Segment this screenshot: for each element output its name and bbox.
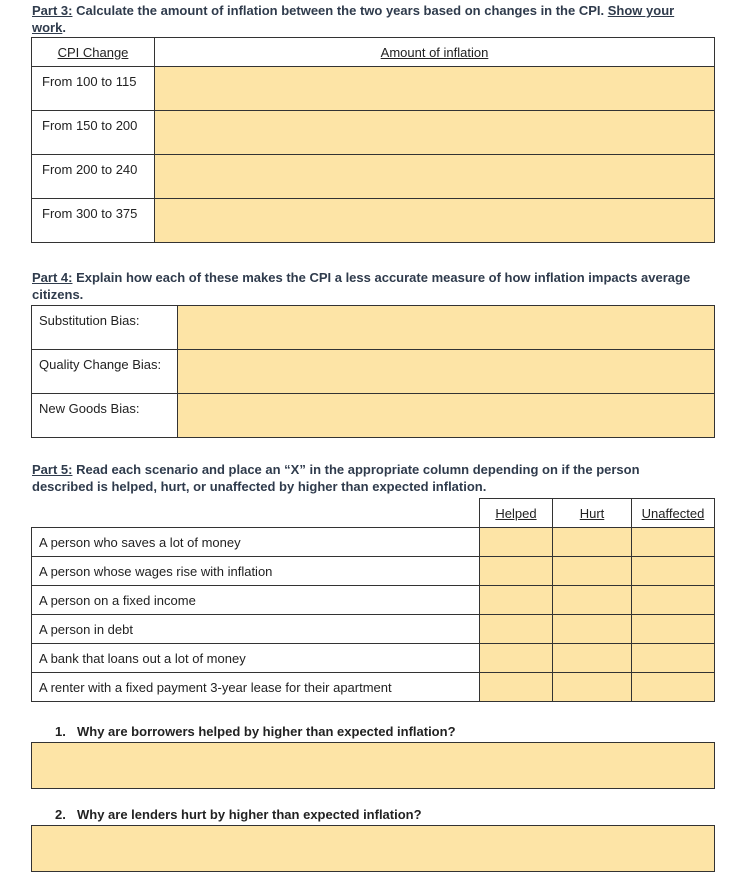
- part5-heading: [32, 461, 722, 495]
- header-unaffected: Unaffected: [632, 499, 715, 528]
- part3-period: .: [62, 20, 66, 35]
- scenario-label: A person on a fixed income: [32, 586, 480, 615]
- scenario-label: A renter with a fixed payment 3-year lease for their apartment: [32, 673, 480, 702]
- question-number: 2.: [55, 807, 66, 822]
- unaffected-cell[interactable]: [632, 528, 715, 557]
- inflation-answer-cell[interactable]: [155, 155, 715, 199]
- unaffected-cell[interactable]: [632, 557, 715, 586]
- part3-text: Calculate the amount of inflation between the two years based on changes in the CPI.: [76, 3, 605, 18]
- helped-cell[interactable]: [480, 528, 553, 557]
- bias-label: New Goods Bias:: [32, 394, 178, 438]
- hurt-cell[interactable]: [553, 673, 632, 702]
- part4-label: Part 4:: [32, 270, 73, 285]
- header-helped: Helped: [480, 499, 553, 528]
- bias-label: Substitution Bias:: [32, 306, 178, 350]
- unaffected-cell[interactable]: [632, 615, 715, 644]
- part4-table: [31, 305, 715, 438]
- hurt-cell[interactable]: [553, 615, 632, 644]
- bias-answer-cell[interactable]: [178, 394, 715, 438]
- part3-work: work: [32, 20, 63, 35]
- inflation-answer-cell[interactable]: [155, 199, 715, 243]
- part3-show-your: Show your: [607, 3, 675, 18]
- part3-label: Part 3:: [32, 3, 73, 18]
- scenario-label: A person whose wages rise with inflation: [32, 557, 480, 586]
- cpi-row-label: From 300 to 375: [32, 199, 155, 243]
- hurt-cell[interactable]: [553, 586, 632, 615]
- helped-cell[interactable]: [480, 644, 553, 673]
- bias-answer-cell[interactable]: [178, 350, 715, 394]
- helped-cell[interactable]: [480, 586, 553, 615]
- bias-answer-cell[interactable]: [178, 306, 715, 350]
- part4-line1: Explain how each of these makes the CPI a less accurate measure of how inflation impacts average: [76, 270, 691, 285]
- cpi-row-label: From 100 to 115: [32, 67, 155, 111]
- part5-table: [31, 498, 715, 702]
- blank-header: [32, 499, 480, 528]
- question-2: [55, 807, 422, 822]
- part4-heading: [32, 269, 722, 303]
- cpi-row-label: From 200 to 240: [32, 155, 155, 199]
- part5-line1: Read each scenario and place an “X” in the appropriate column depending on if the person: [76, 462, 640, 477]
- question-1: [55, 724, 456, 739]
- question-2-answer-box[interactable]: [31, 825, 715, 872]
- question-1-answer-box[interactable]: [31, 742, 715, 789]
- unaffected-cell[interactable]: [632, 586, 715, 615]
- inflation-answer-cell[interactable]: [155, 111, 715, 155]
- part5-label: Part 5:: [32, 462, 73, 477]
- hurt-cell[interactable]: [553, 557, 632, 586]
- header-amount-of-inflation: Amount of inflation: [155, 38, 715, 67]
- bias-label: Quality Change Bias:: [32, 350, 178, 394]
- part5-line2: described is helped, hurt, or unaffected by higher than expected inflation.: [32, 479, 487, 494]
- header-hurt: Hurt: [553, 499, 632, 528]
- part3-table: [31, 37, 715, 243]
- question-text: Why are borrowers helped by higher than expected inflation?: [77, 724, 456, 739]
- question-number: 1.: [55, 724, 66, 739]
- inflation-answer-cell[interactable]: [155, 67, 715, 111]
- scenario-label: A bank that loans out a lot of money: [32, 644, 480, 673]
- question-text: Why are lenders hurt by higher than expected inflation?: [77, 807, 422, 822]
- header-cpi-change: CPI Change: [32, 38, 155, 67]
- scenario-label: A person in debt: [32, 615, 480, 644]
- unaffected-cell[interactable]: [632, 644, 715, 673]
- part3-heading: [32, 2, 712, 36]
- part4-line2: citizens.: [32, 287, 84, 302]
- helped-cell[interactable]: [480, 557, 553, 586]
- helped-cell[interactable]: [480, 673, 553, 702]
- scenario-label: A person who saves a lot of money: [32, 528, 480, 557]
- helped-cell[interactable]: [480, 615, 553, 644]
- hurt-cell[interactable]: [553, 528, 632, 557]
- unaffected-cell[interactable]: [632, 673, 715, 702]
- cpi-row-label: From 150 to 200: [32, 111, 155, 155]
- hurt-cell[interactable]: [553, 644, 632, 673]
